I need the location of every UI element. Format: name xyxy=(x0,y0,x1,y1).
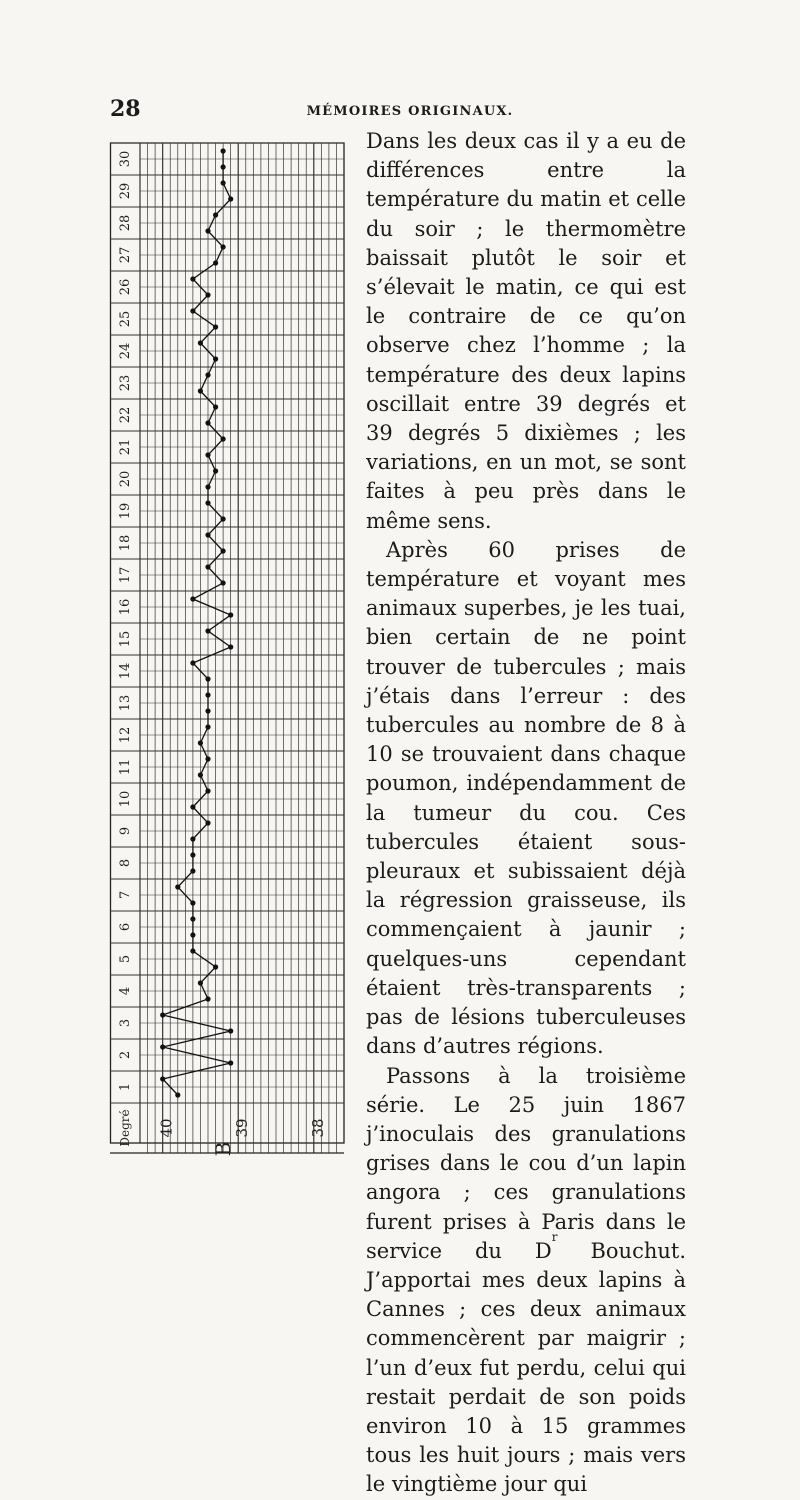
temperature-point-23 xyxy=(198,740,203,745)
temperature-point-48 xyxy=(198,340,203,345)
temperature-point-31 xyxy=(228,612,233,617)
day-label-26: 26 xyxy=(118,278,133,296)
temperature-point-6 xyxy=(160,1012,165,1017)
temperature-point-19 xyxy=(190,804,195,809)
temperature-point-12 xyxy=(190,916,195,921)
day-label-27: 27 xyxy=(118,246,133,264)
temperature-point-58 xyxy=(221,180,226,185)
temperature-point-60 xyxy=(221,148,226,153)
day-label-25: 25 xyxy=(118,310,133,328)
temperature-point-57 xyxy=(228,196,233,201)
day-label-12: 12 xyxy=(118,726,133,744)
day-label-21: 21 xyxy=(118,438,133,456)
temp-tick-38: 38 xyxy=(308,1118,327,1138)
temperature-point-39 xyxy=(205,484,210,489)
day-label-2: 2 xyxy=(118,1050,133,1060)
temp-tick-39: 39 xyxy=(233,1118,252,1138)
temperature-point-8 xyxy=(198,980,203,985)
day-label-22: 22 xyxy=(118,406,133,424)
temperature-point-46 xyxy=(205,372,210,377)
day-label-18: 18 xyxy=(118,534,133,552)
day-label-17: 17 xyxy=(118,566,133,584)
body-text xyxy=(366,127,686,1500)
paragraph-2: Après 60 prises de température et voyant mes animaux superbes, je les tuai, bien certain de ne point trouver de tubercules ; mais j’étais dans l’erreur : des tubercules au nombre de 8 à 10 se trouvaient dans chaque poumon, indépendamment de la tumeur du cou. Ces tubercules étaient sous-pleuraux et subissaient déjà la régression graisseuse, ils commençaient à jaunir ; quelques-uns cependant étaient très-transparents ; pas de lésions tuberculeuses dans d’autres régions. xyxy=(366,537,686,1059)
temperature-point-49 xyxy=(213,324,218,329)
temperature-point-52 xyxy=(190,276,195,281)
temperature-point-44 xyxy=(213,404,218,409)
day-label-3: 3 xyxy=(118,1018,133,1028)
temperature-point-15 xyxy=(190,868,195,873)
temperature-point-9 xyxy=(213,964,218,969)
temperature-point-1 xyxy=(175,1092,180,1097)
temperature-point-30 xyxy=(205,628,210,633)
temperature-point-18 xyxy=(205,820,210,825)
paragraph-1: Dans les deux cas il y a eu de différences entre la température du matin et celle du soir ; le thermomètre baissait plutôt le soir et s’élevait le matin, ce qui est le contraire de ce qu’on observe chez l’homme ; la température des deux lapins oscillait entre 39 degrés et 39 degrés 5 dixièmes ; les variations, en un mot, se sont faites à peu près dans le même sens. xyxy=(366,129,686,533)
day-label-10: 10 xyxy=(118,790,133,808)
chart-frame xyxy=(111,143,345,1143)
temperature-point-55 xyxy=(205,228,210,233)
paragraph-3-text-a: Passons à la troisième série. Le 25 juin 1867 j’inoculais des granulations grises dans le cou d’un lapin angora ; ces granulations furent prises à Paris dans le service du D xyxy=(366,1063,686,1263)
day-label-4: 4 xyxy=(118,986,133,996)
day-label-24: 24 xyxy=(118,342,133,360)
day-label-30: 30 xyxy=(118,150,133,168)
day-axis-label: Degré xyxy=(118,1109,132,1147)
temperature-point-59 xyxy=(221,164,226,169)
temperature-point-34 xyxy=(205,564,210,569)
temperature-point-10 xyxy=(190,948,195,953)
temperature-point-5 xyxy=(228,1028,233,1033)
temperature-point-42 xyxy=(221,436,226,441)
running-head: MÉMOIRES ORIGINAUX. xyxy=(306,104,514,119)
page-number: 28 xyxy=(110,96,141,122)
temperature-point-13 xyxy=(190,900,195,905)
temperature-point-50 xyxy=(190,308,195,313)
day-label-7: 7 xyxy=(118,890,133,900)
temperature-point-25 xyxy=(205,708,210,713)
day-label-6: 6 xyxy=(118,922,133,932)
temperature-point-37 xyxy=(221,516,226,521)
temperature-point-17 xyxy=(190,836,195,841)
temperature-point-2 xyxy=(160,1076,165,1081)
day-label-19: 19 xyxy=(118,502,133,520)
temperature-point-28 xyxy=(190,660,195,665)
temperature-point-43 xyxy=(205,420,210,425)
temperature-point-45 xyxy=(198,388,203,393)
temperature-point-26 xyxy=(205,692,210,697)
day-label-9: 9 xyxy=(118,826,133,836)
temperature-point-47 xyxy=(213,356,218,361)
temperature-point-11 xyxy=(190,932,195,937)
temperature-point-40 xyxy=(213,468,218,473)
temperature-point-38 xyxy=(205,500,210,505)
day-label-14: 14 xyxy=(118,662,133,680)
temperature-point-33 xyxy=(221,580,226,585)
temperature-point-3 xyxy=(228,1060,233,1065)
day-label-16: 16 xyxy=(118,598,133,616)
temp-tick-40: 40 xyxy=(157,1118,176,1138)
temperature-point-51 xyxy=(205,292,210,297)
temperature-point-54 xyxy=(221,244,226,249)
temperature-point-32 xyxy=(190,596,195,601)
temperature-point-21 xyxy=(198,772,203,777)
day-label-28: 28 xyxy=(118,214,133,232)
day-label-29: 29 xyxy=(118,182,133,200)
temperature-point-20 xyxy=(205,788,210,793)
day-label-23: 23 xyxy=(118,374,133,392)
temperature-point-24 xyxy=(205,724,210,729)
temperature-point-4 xyxy=(160,1044,165,1049)
day-label-1: 1 xyxy=(118,1082,133,1092)
temperature-point-41 xyxy=(205,452,210,457)
temperature-point-29 xyxy=(228,644,233,649)
temperature-chart-svg xyxy=(110,135,350,1157)
paragraph-3-text-b: Bouchut. J’apportai mes deux lapins à Cannes ; ces deux animaux commencèrent par maigrir ; l’un d’eux fut perdu, celui qui restait perdait de son poids environ 10 à 15 grammes tous les huit jours ; mais vers le vingtième jour qui xyxy=(366,1238,687,1497)
day-label-20: 20 xyxy=(118,470,133,488)
day-label-5: 5 xyxy=(118,954,133,964)
series-label: B xyxy=(211,1141,235,1157)
temperature-point-35 xyxy=(221,548,226,553)
temperature-point-16 xyxy=(190,852,195,857)
temperature-point-36 xyxy=(205,532,210,537)
temperature-point-53 xyxy=(213,260,218,265)
paragraph-3-superscript: r xyxy=(551,1229,558,1244)
day-label-13: 13 xyxy=(118,694,133,712)
day-label-15: 15 xyxy=(118,630,133,648)
temperature-point-27 xyxy=(205,676,210,681)
day-label-8: 8 xyxy=(118,858,133,868)
temperature-point-22 xyxy=(205,756,210,761)
temperature-point-7 xyxy=(205,996,210,1001)
paragraph-3 xyxy=(366,1062,686,1500)
temperature-chart xyxy=(110,135,350,1157)
temperature-point-14 xyxy=(175,884,180,889)
day-label-11: 11 xyxy=(118,758,133,776)
temperature-point-56 xyxy=(213,212,218,217)
